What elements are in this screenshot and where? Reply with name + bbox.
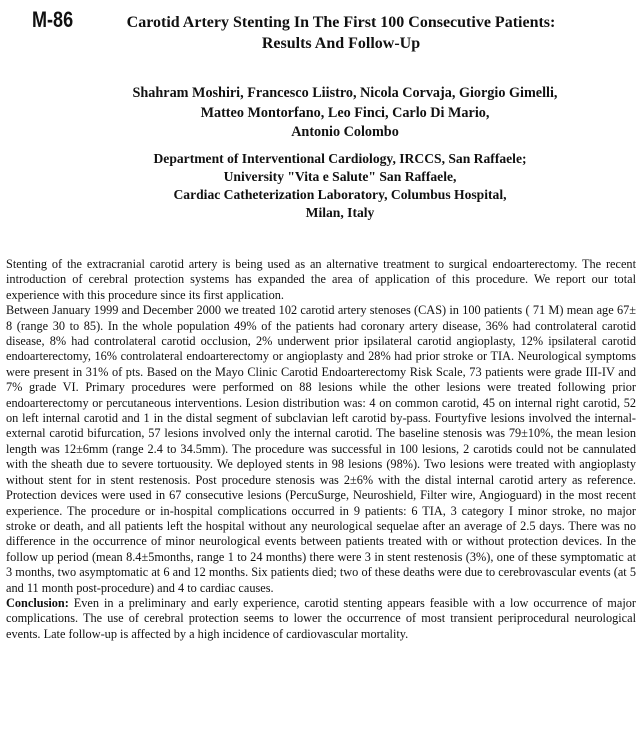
conclusion-text: Even in a preliminary and early experience, carotid stenting appears feasible with a low occurrence of major complications. The use of cerebral protection seems to lower the occurrence of most transient periprocedural neurological events. Late follow-up is affected by a high incidence of cardiovascular mortality.: [6, 595, 636, 641]
title-line-1: Carotid Artery Stenting In The First 100 Consecutive Patients:: [126, 14, 556, 31]
affiliation-line-1: Department of Interventional Cardiology, IRCCS, San Raffaele;: [153, 151, 527, 166]
affiliation-line-2: University "Vita e Salute" San Raffaele,: [223, 169, 457, 184]
conclusion-label: Conclusion:: [6, 595, 69, 610]
affiliation-line-3: Cardiac Catheterization Laboratory, Columbus Hospital,: [173, 187, 507, 202]
title-line-2: Results And Follow-Up: [261, 35, 421, 52]
paper-title: [96, 12, 586, 54]
affiliation: [90, 150, 590, 222]
affiliation-line-4: Milan, Italy: [305, 205, 375, 220]
abstract-id: M-86: [32, 7, 74, 32]
authors-line-3: Antonio Colombo: [291, 124, 399, 140]
authors-line-2: Matteo Montorfano, Leo Finci, Carlo Di Mario,: [200, 104, 490, 121]
abstract-conclusion: [6, 596, 636, 642]
authors-line-1: Shahram Moshiri, Francesco Liistro, Nicola Corvaja, Giorgio Gimelli,: [132, 85, 558, 101]
abstract-intro: Stenting of the extracranial carotid artery is being used as an alternative treatment to surgical endoarterectomy. The recent introduction of cerebral protection systems has expanded the area of application of this procedure. We report our total experience with this procedure since its first application.: [6, 257, 636, 302]
abstract-methods-results: Between January 1999 and December 2000 we treated 102 carotid artery stenoses (CAS) in 100 patients ( 71 M) mean age 67± 8 (range 30 to 85). In the whole population 49% of the patients had coronary artery disease, 36% had controlateral carotid disease, 8% had controlateral carotid occlusion, 2% underwent prior ipsilateral carotid angioplasty, 12% ipsilateral carotid endoarterectomy, 16% controlateral endoarterectomy or angioplasty and 28% had prior stroke or TIA. Neurological symptoms were present in 31% of pts. Based on the Mayo Clinic Carotid Endoarterectomy Risk Scale, 73 patients were grade III-IV and 7% grade VI. Primary procedures were performed on 88 lesions while the other lesions were treated following prior endoarterectomy or percutaneous interventions. Lesion distribution was: 4 on common carotid, 45 on internal right carotid, 52 on left internal carotid and 1 in the distal segment of subclavian left carotid by-pass. Fourtyfive lesions involved the internal-external carotid bifurcation, 57 lesions involved only the internal carotid. The baseline stenosis was 79±10%, the mean lesion length was 12±6mm (range 2.4 to 34.5mm). The procedure was successful in 100 lesions, 2 carotids could not be cannulated with the sheath due to severe tortuousity. We deployed stents in 98 lesions (98%). Two lesions were treated with angioplasty without stent for in stent restenosis. Post procedure stenosis was 2±6% with the distal internal carotid artery as reference. Protection devices were used in 67 consecutive lesions (PercuSurge, Neuroshield, Filter wire, Angioguard) in the most recent experience. The procedure or in-hospital complications occurred in 9 patients: 6 TIA, 3 category I minor stroke, no major stroke or death, and all patients left the hospital without any neurological sequelae after an average of 2.5 days. There was no difference in the occurrence of minor neurological events between patients treated with or without protection devices. In the follow up period (mean 8.4±5months, range 1 to 24 months) there were 3 in stent restenosis (3%), one of these symptomatic at 3 months, two asymptomatic at 6 and 12 months. Six patients died; two of these deaths were due to cerebrovascular events (at 5 and 11 month post-procedure) and 4 to cardiac causes.: [6, 303, 636, 595]
author-list: [80, 84, 610, 143]
abstract-body: [6, 257, 636, 642]
